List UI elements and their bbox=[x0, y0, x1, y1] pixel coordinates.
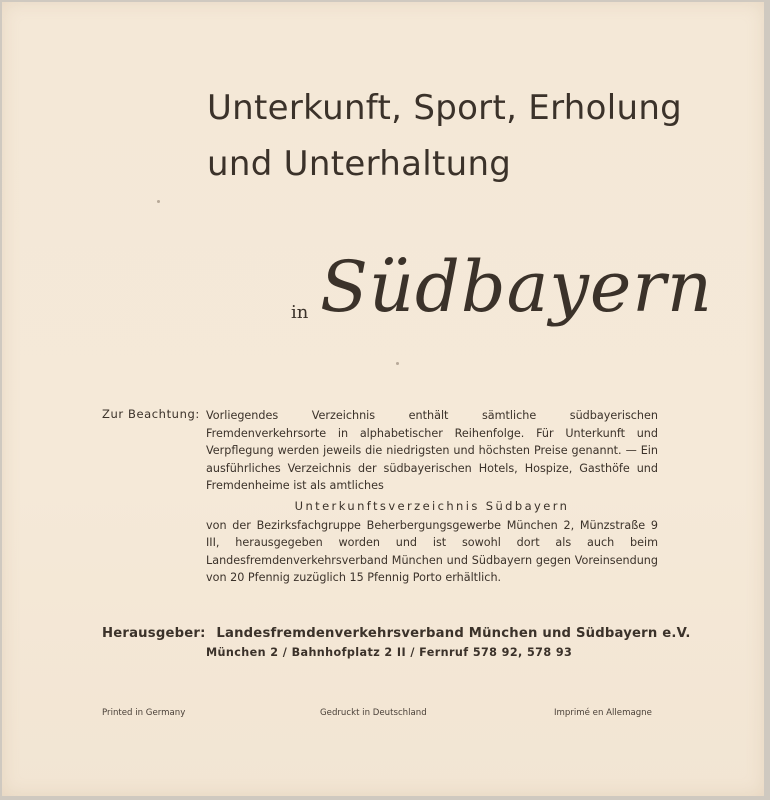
document-page bbox=[2, 2, 764, 796]
paper-speck bbox=[396, 362, 399, 365]
publisher-name: Landesfremdenverkehrsverband München und Südbayern e.V. bbox=[216, 626, 691, 641]
paper-speck bbox=[157, 200, 160, 203]
region-prefix: in bbox=[291, 302, 309, 323]
footer-printed-german: Gedruckt in Deutschland bbox=[320, 708, 427, 718]
footer-printed-english: Printed in Germany bbox=[102, 708, 186, 718]
note-label: Zur Beachtung: bbox=[102, 407, 200, 421]
region-name: Südbayern bbox=[320, 246, 713, 328]
directory-title: Unterkunftsverzeichnis Südbayern bbox=[294, 498, 570, 513]
note-paragraph-2: von der Bezirksfachgruppe Beherbergungsgewerbe München 2, Münzstraße 9 III, herausgegeben worden und ist sowohl dort als auch beim Landesfremdenverkehrsverband München und Südbayern gegen Voreinsendung von 20 Pfennig zuzüglich 15 Pfennig Porto erhältlich. bbox=[206, 518, 658, 585]
note-paragraph-1: Vorliegendes Verzeichnis enthält sämtliche südbayerischen Fremdenverkehrsorte in alphabetischer Reihenfolge. Für Unterkunft und Verpflegung werden jeweils die niedrigsten und höchsten Preise genannt. — Ein ausführliches Verzeichnis der südbayerischen Hotels, Hospize, Gasthöfe und Fremdenheime ist als amtliches bbox=[206, 409, 658, 493]
note-body bbox=[206, 407, 658, 587]
footer-printed-french: Imprimé en Allemagne bbox=[554, 708, 652, 718]
page-title bbox=[207, 80, 682, 192]
title-line-2: und Unterhaltung bbox=[207, 144, 512, 184]
publisher-label: Herausgeber: bbox=[102, 626, 206, 641]
publisher-address: München 2 / Bahnhofplatz 2 II / Fernruf 578 92, 578 93 bbox=[206, 646, 573, 659]
title-line-1: Unterkunft, Sport, Erholung bbox=[207, 88, 683, 128]
publisher-line bbox=[102, 626, 691, 641]
